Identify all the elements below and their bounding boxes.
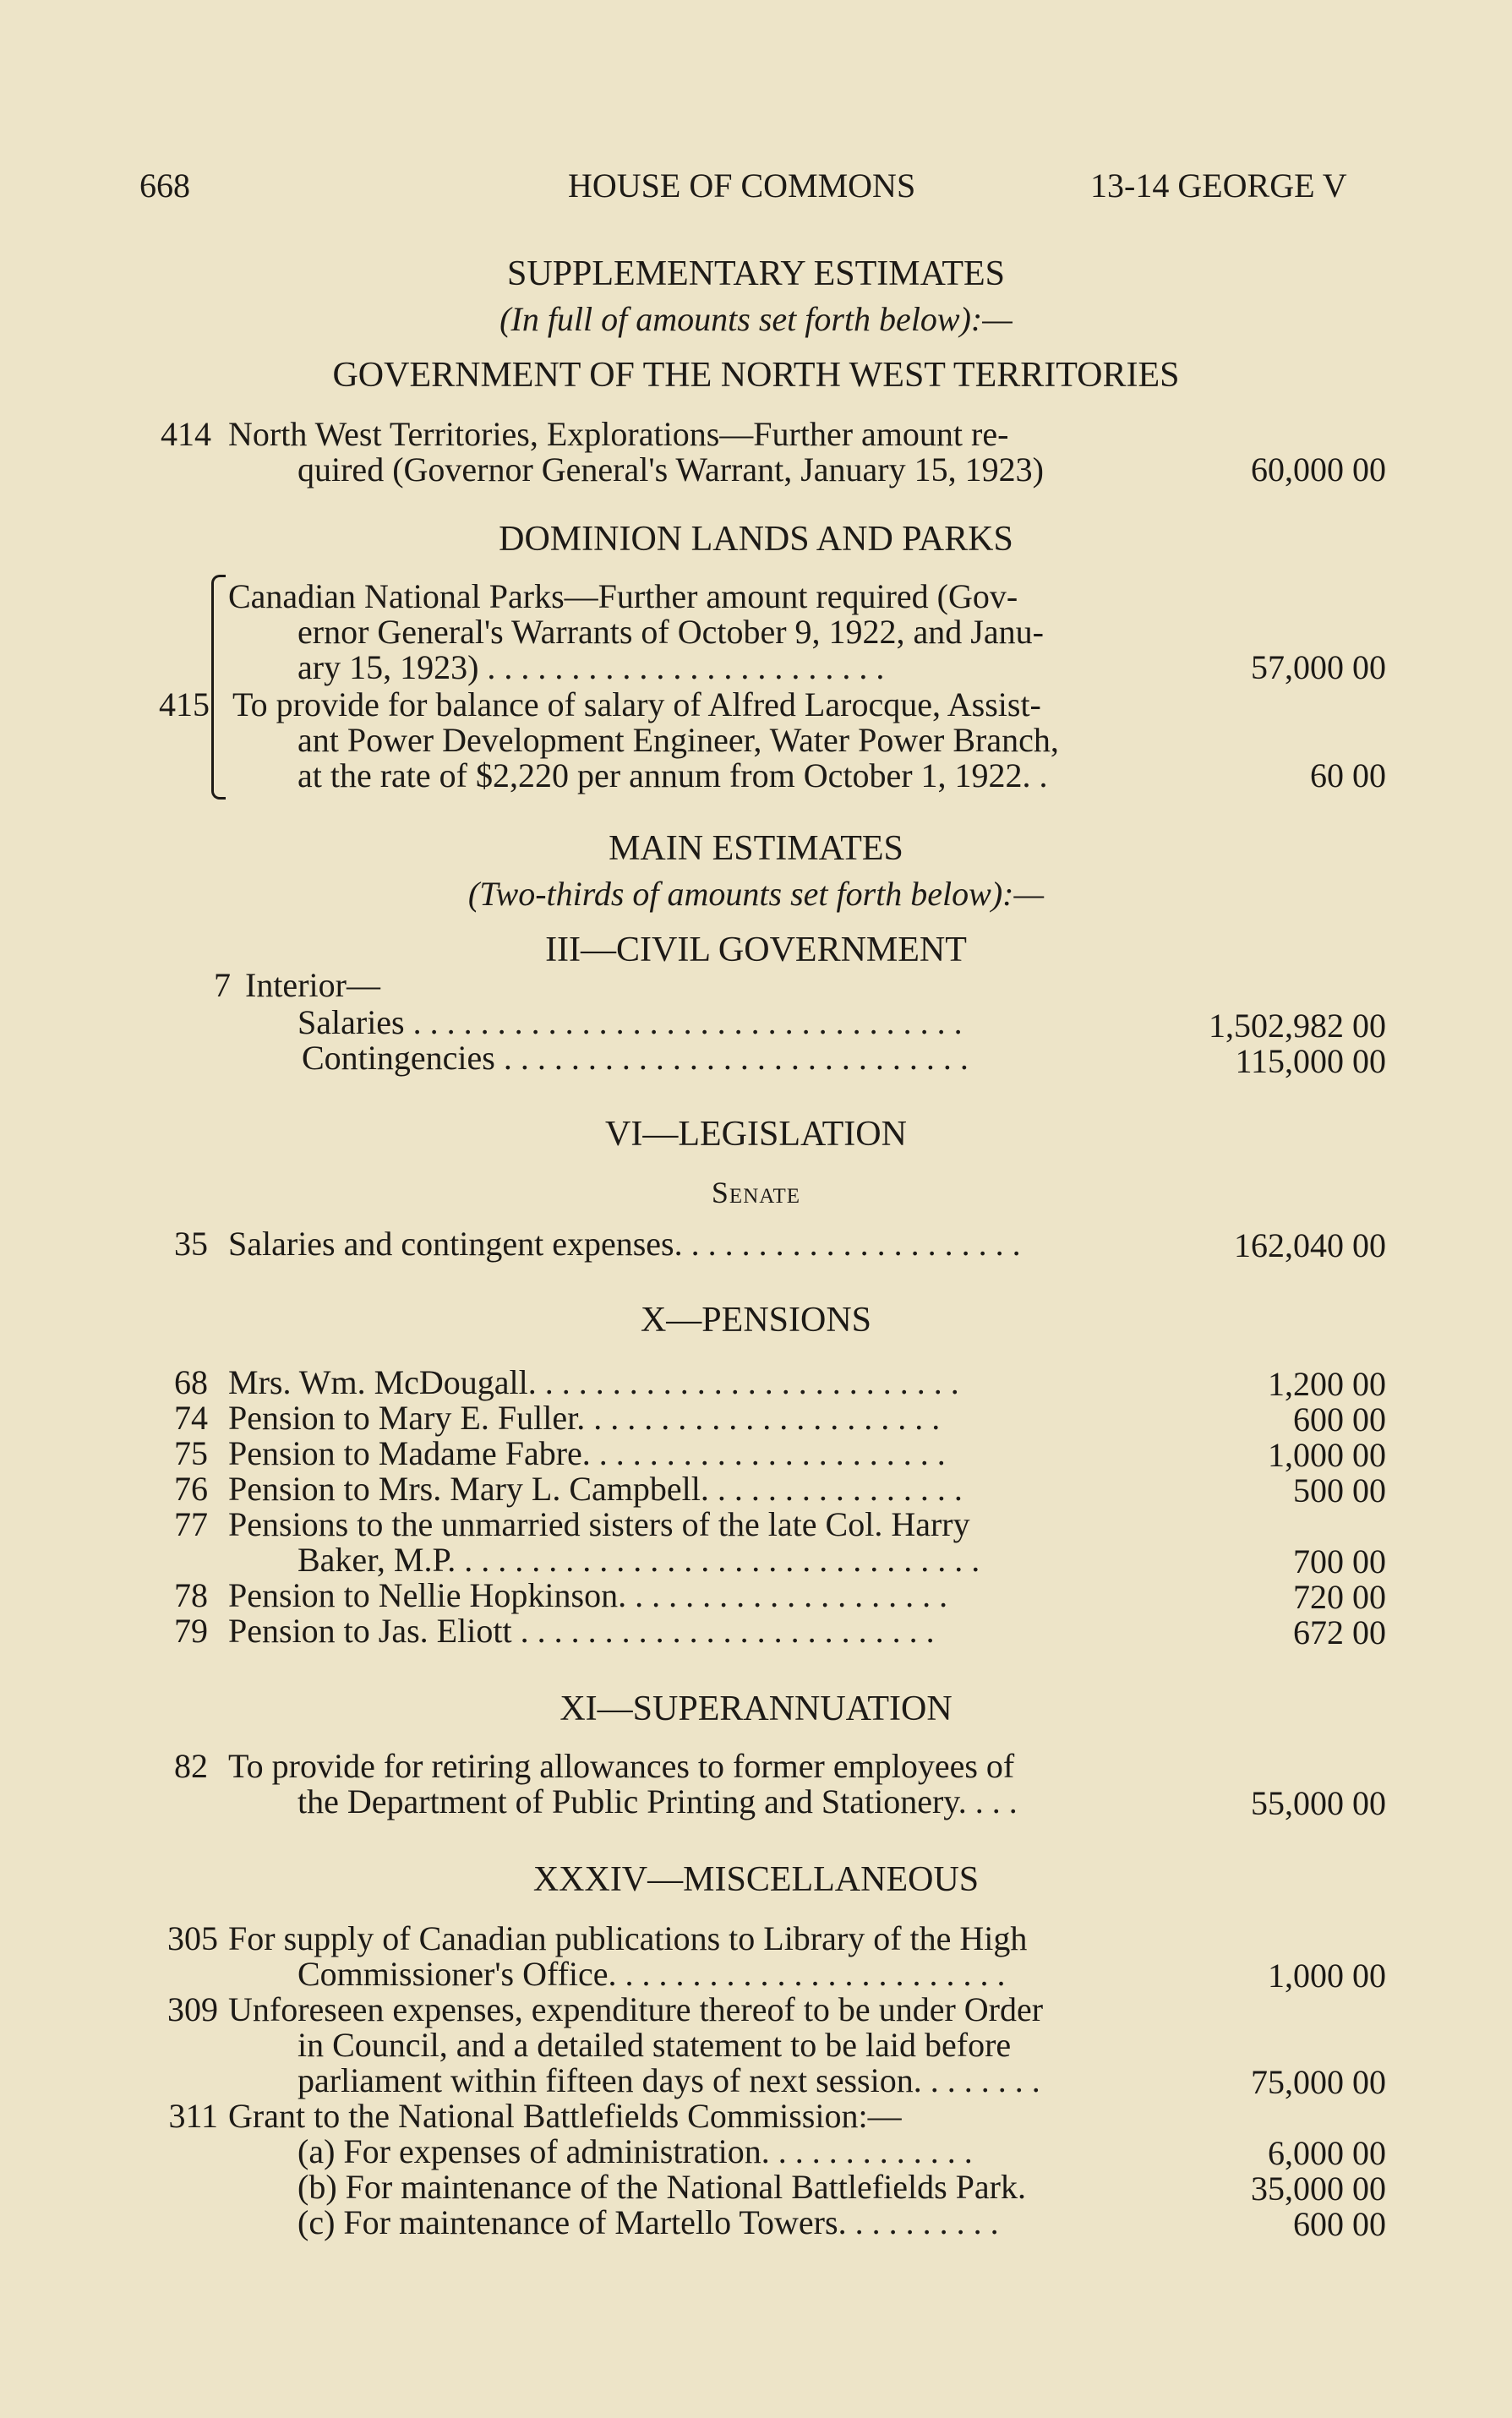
item-text: Pension to Mary E. Fuller. . . . . . . . . . . . . . . . . . . . . . bbox=[228, 1399, 941, 1437]
item-amount: 1,200 00 bbox=[1268, 1365, 1386, 1403]
item-text: ant Power Development Engineer, Water Power Branch, bbox=[297, 721, 1059, 759]
item-text: Pension to Madame Fabre. . . . . . . . . . . . . . . . . . . . . . bbox=[228, 1434, 946, 1472]
item-text: Contingencies . . . . . . . . . . . . . . . . . . . . . . . . . . . . bbox=[302, 1039, 969, 1077]
item-text: Pensions to the unmarried sisters of the late Col. Harry bbox=[228, 1505, 970, 1543]
item-text: ernor General's Warrants of October 9, 1922, and Janu- bbox=[297, 613, 1044, 651]
item-amount: 55,000 00 bbox=[1251, 1784, 1386, 1822]
superannuation-heading: XI—SUPERANNUATION bbox=[559, 1689, 953, 1728]
item-number: 78 bbox=[174, 1576, 208, 1614]
item-text: ary 15, 1923) . . . . . . . . . . . . . . . . . . . . . . . . bbox=[297, 648, 885, 686]
item-number: 82 bbox=[174, 1747, 208, 1785]
supplementary-heading: SUPPLEMENTARY ESTIMATES bbox=[507, 254, 1005, 293]
item-amount: 500 00 bbox=[1293, 1471, 1386, 1509]
item-amount: 60 00 bbox=[1310, 756, 1386, 794]
item-amount: 6,000 00 bbox=[1268, 2134, 1386, 2172]
running-title: HOUSE OF COMMONS bbox=[568, 166, 916, 205]
item-number: 305 bbox=[167, 1919, 218, 1957]
item-amount: 720 00 bbox=[1293, 1578, 1386, 1616]
item-text: Salaries and contingent expenses. . . . . . . . . . . . . . . . . . . . . bbox=[228, 1225, 1021, 1263]
civil-government-heading: III—CIVIL GOVERNMENT bbox=[545, 931, 967, 969]
item-text: Commissioner's Office. . . . . . . . . . . . . . . . . . . . . . . . bbox=[297, 1955, 1006, 1993]
item-text: parliament within fifteen days of next session. . . . . . . . bbox=[297, 2061, 1040, 2099]
item-amount: 672 00 bbox=[1293, 1613, 1386, 1651]
item-number: 415 bbox=[159, 685, 210, 723]
item-text: Unforeseen expenses, expenditure thereof to be under Order bbox=[228, 1990, 1044, 2028]
item-amount: 35,000 00 bbox=[1251, 2170, 1386, 2208]
item-number: 35 bbox=[174, 1225, 208, 1263]
item-amount: 115,000 00 bbox=[1235, 1042, 1386, 1080]
item-text: Pension to Nellie Hopkinson. . . . . . . . . . . . . . . . . . . . bbox=[228, 1576, 948, 1614]
item-amount: 1,000 00 bbox=[1268, 1957, 1386, 1995]
item-amount: 57,000 00 bbox=[1251, 648, 1386, 686]
item-text: To provide for retiring allowances to former employees of bbox=[228, 1747, 1015, 1785]
item-text: in Council, and a detailed statement to be laid before bbox=[297, 2026, 1012, 2064]
item-amount: 600 00 bbox=[1293, 1400, 1386, 1438]
item-amount: 75,000 00 bbox=[1251, 2063, 1386, 2101]
item-text: Canadian National Parks—Further amount required (Gov- bbox=[228, 577, 1018, 615]
item-number: 68 bbox=[174, 1363, 208, 1401]
item-text: at the rate of $2,220 per annum from October 1, 1922. . bbox=[297, 756, 1048, 794]
item-number: 311 bbox=[168, 2097, 218, 2135]
item-text: To provide for balance of salary of Alfred Larocque, Assist- bbox=[232, 685, 1041, 723]
dominion-lands-heading: DOMINION LANDS AND PARKS bbox=[499, 520, 1013, 559]
item-text: Mrs. Wm. McDougall. . . . . . . . . . . . . . . . . . . . . . . . . . bbox=[228, 1363, 959, 1401]
item-amount: 162,040 00 bbox=[1234, 1226, 1386, 1264]
gov-nwt-heading: GOVERNMENT OF THE NORTH WEST TERRITORIES bbox=[332, 356, 1180, 395]
main-estimates-subheading: (Two-thirds of amounts set forth below):— bbox=[467, 875, 1045, 913]
item-number: 74 bbox=[174, 1399, 208, 1437]
miscellaneous-heading: XXXIV—MISCELLANEOUS bbox=[532, 1860, 980, 1899]
item-amount: 700 00 bbox=[1293, 1542, 1386, 1580]
item-text: quired (Governor General's Warrant, January 15, 1923) bbox=[297, 450, 1044, 489]
item-text: Salaries . . . . . . . . . . . . . . . . . . . . . . . . . . . . . . . . . bbox=[297, 1003, 963, 1041]
item-text: (c) For maintenance of Martello Towers. . . . . . . . . . bbox=[297, 2203, 999, 2241]
item-text: Pension to Jas. Eliott . . . . . . . . . . . . . . . . . . . . . . . . . bbox=[228, 1612, 935, 1650]
item-number: 77 bbox=[174, 1505, 208, 1543]
page-number: 668 bbox=[139, 166, 190, 205]
legislation-heading: VI—LEGISLATION bbox=[605, 1115, 907, 1154]
item-text: For supply of Canadian publications to Library of the High bbox=[228, 1919, 1028, 1957]
item-text: (b) For maintenance of the National Battlefields Park. bbox=[297, 2168, 1026, 2206]
supplementary-subheading: (In full of amounts set forth below):— bbox=[499, 300, 1013, 338]
item-number: 7 bbox=[214, 966, 231, 1004]
item-amount: 600 00 bbox=[1293, 2205, 1386, 2243]
grouping-brace bbox=[211, 575, 226, 800]
item-number: 75 bbox=[174, 1434, 208, 1472]
regnal-year: 13-14 GEORGE V bbox=[1090, 166, 1347, 205]
item-text: Grant to the National Battlefields Commission:— bbox=[228, 2097, 902, 2135]
item-text: Interior— bbox=[245, 966, 380, 1004]
item-number: 309 bbox=[167, 1990, 218, 2028]
item-number: 414 bbox=[161, 415, 211, 453]
item-number: 79 bbox=[174, 1612, 208, 1650]
main-estimates-heading: MAIN ESTIMATES bbox=[609, 829, 903, 868]
item-amount: 60,000 00 bbox=[1251, 450, 1386, 489]
item-amount: 1,000 00 bbox=[1268, 1436, 1386, 1474]
senate-subheading: Senate bbox=[711, 1176, 801, 1209]
item-text: the Department of Public Printing and Stationery. . . . bbox=[297, 1782, 1018, 1820]
item-number: 76 bbox=[174, 1470, 208, 1508]
item-text: North West Territories, Explorations—Further amount re- bbox=[228, 415, 1009, 453]
item-amount: 1,502,982 00 bbox=[1209, 1007, 1386, 1045]
item-text: Baker, M.P. . . . . . . . . . . . . . . . . . . . . . . . . . . . . . . . bbox=[297, 1541, 980, 1579]
item-text: (a) For expenses of administration. . . . . . . . . . . . . bbox=[297, 2132, 973, 2170]
item-text: Pension to Mrs. Mary L. Campbell. . . . . . . . . . . . . . . . bbox=[228, 1470, 963, 1508]
pensions-heading: X—PENSIONS bbox=[640, 1301, 872, 1340]
